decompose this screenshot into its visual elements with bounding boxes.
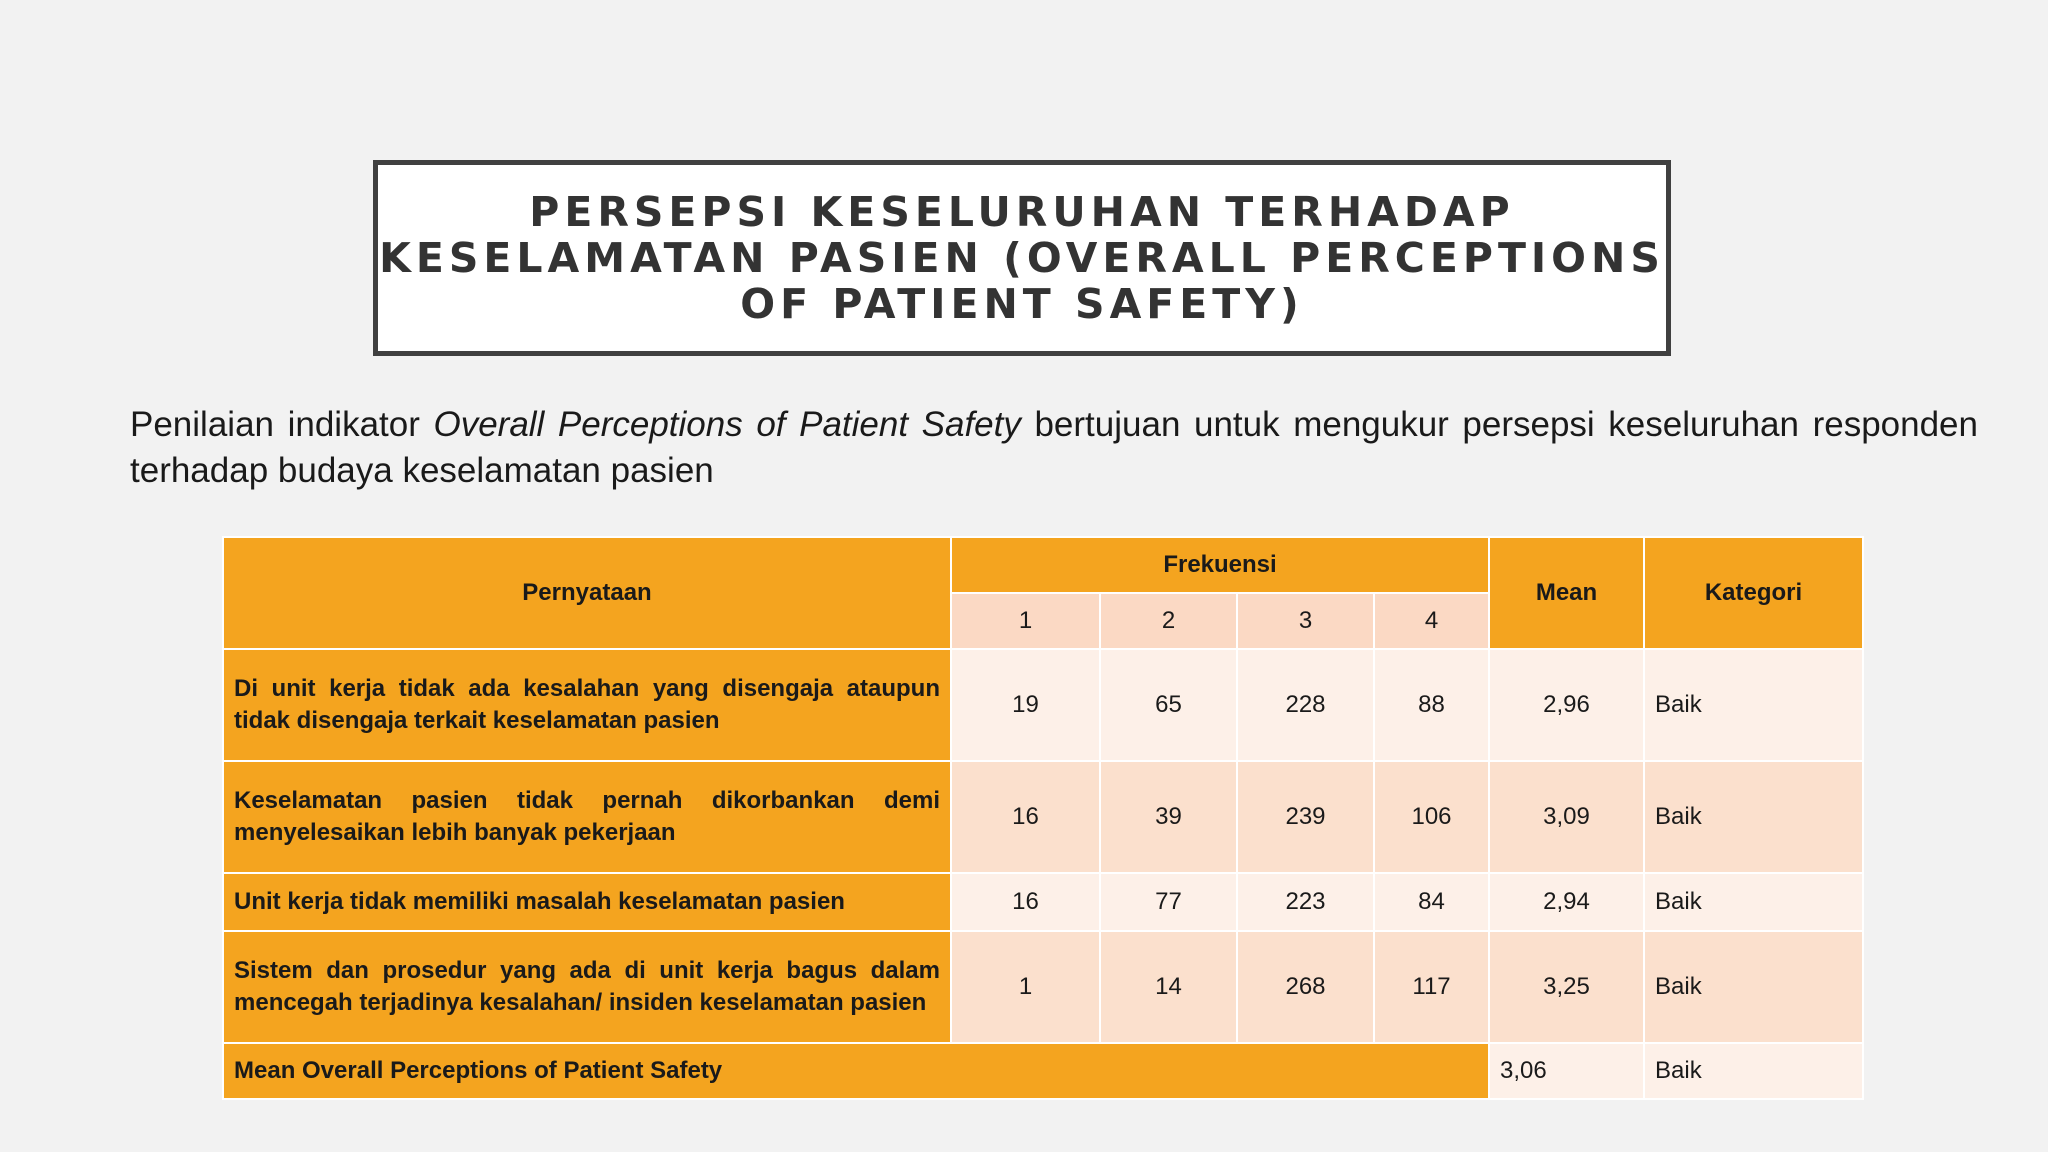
perception-table	[222, 536, 1864, 1100]
intro-text-italic: Overall Perceptions of Patient Safety	[433, 405, 1021, 444]
row-statement: Di unit kerja tidak ada kesalahan yang disengaja ataupun tidak disengaja terkait keselamatan pasien	[223, 649, 951, 761]
row-statement: Keselamatan pasien tidak pernah dikorbankan demi menyelesaikan lebih banyak pekerjaan	[223, 761, 951, 873]
row-mean: 3,25	[1489, 931, 1644, 1043]
row-category: Baik	[1644, 873, 1863, 931]
header-row	[223, 537, 1863, 593]
header-freq-1: 1	[951, 593, 1100, 649]
row-freq-1: 16	[951, 761, 1100, 873]
footer-label: Mean Overall Perceptions of Patient Safety	[223, 1043, 1489, 1099]
intro-paragraph	[130, 402, 1978, 494]
header-freq-4: 4	[1374, 593, 1489, 649]
row-mean: 2,96	[1489, 649, 1644, 761]
row-freq-2: 65	[1100, 649, 1237, 761]
row-freq-4: 117	[1374, 931, 1489, 1043]
intro-text-end: bertujuan untuk mengukur persepsi keseluruhan responden terhadap budaya keselamatan pasien	[130, 405, 1978, 490]
row-freq-4: 88	[1374, 649, 1489, 761]
row-freq-2: 39	[1100, 761, 1237, 873]
row-freq-2: 77	[1100, 873, 1237, 931]
row-statement: Sistem dan prosedur yang ada di unit kerja bagus dalam mencegah terjadinya kesalahan/ insiden keselamatan pasien	[223, 931, 951, 1043]
table-row	[223, 649, 1863, 761]
row-freq-4: 106	[1374, 761, 1489, 873]
header-statement: Pernyataan	[223, 537, 951, 649]
row-freq-1: 19	[951, 649, 1100, 761]
row-freq-1: 1	[951, 931, 1100, 1043]
header-freq-3: 3	[1237, 593, 1374, 649]
row-mean: 3,09	[1489, 761, 1644, 873]
title-box	[373, 160, 1671, 356]
row-freq-3: 268	[1237, 931, 1374, 1043]
row-mean: 2,94	[1489, 873, 1644, 931]
row-freq-3: 228	[1237, 649, 1374, 761]
table-row	[223, 931, 1863, 1043]
row-freq-1: 16	[951, 873, 1100, 931]
footer-category: Baik	[1644, 1043, 1863, 1099]
header-freq-2: 2	[1100, 593, 1237, 649]
row-freq-3: 223	[1237, 873, 1374, 931]
row-freq-3: 239	[1237, 761, 1374, 873]
row-statement: Unit kerja tidak memiliki masalah keselamatan pasien	[223, 873, 951, 931]
row-category: Baik	[1644, 649, 1863, 761]
table-row	[223, 761, 1863, 873]
page-title: PERSEPSI KESELURUHAN TERHADAP KESELAMATAN PASIEN (OVERALL PERCEPTIONS OF PATIENT SAFETY)	[379, 188, 1665, 328]
footer-mean: 3,06	[1489, 1043, 1644, 1099]
row-freq-2: 14	[1100, 931, 1237, 1043]
row-freq-4: 84	[1374, 873, 1489, 931]
table-row	[223, 873, 1863, 931]
header-category: Kategori	[1644, 537, 1863, 649]
row-category: Baik	[1644, 931, 1863, 1043]
row-category: Baik	[1644, 761, 1863, 873]
header-mean: Mean	[1489, 537, 1644, 649]
intro-text-start: Penilaian indikator	[130, 405, 434, 444]
header-frequency: Frekuensi	[951, 537, 1489, 593]
footer-row	[223, 1043, 1863, 1099]
